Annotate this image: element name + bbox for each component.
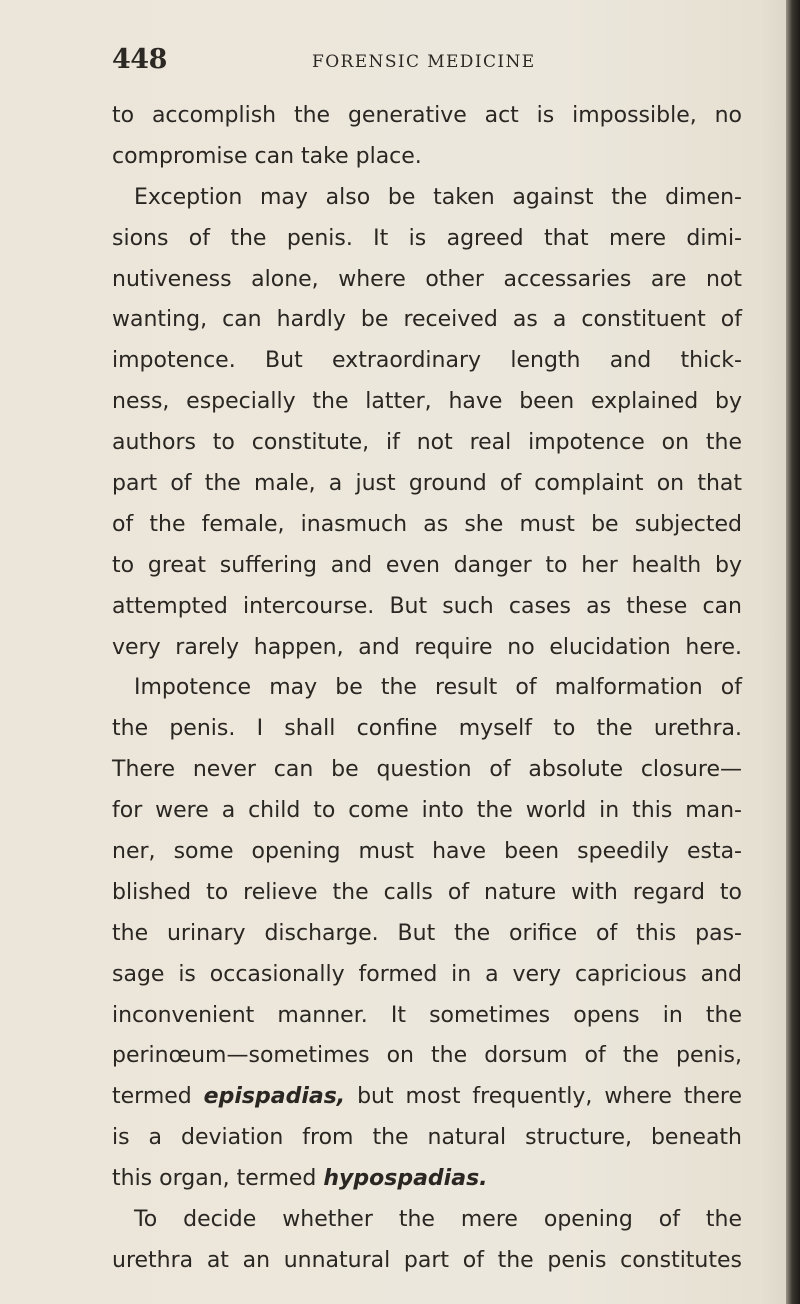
text-line: to accomplish the generative act is impossible, no — [112, 103, 742, 128]
text-line: Exception may also be taken against the dimen- — [134, 184, 742, 210]
running-head: FORENSIC MEDICINE — [312, 52, 536, 72]
text-line: Impotence may be the result of malformation of — [134, 675, 742, 701]
text-line: for were a child to come into the world in this man- — [112, 798, 742, 824]
text-segment: termed — [112, 1084, 204, 1110]
page-number: 448 — [112, 44, 167, 75]
text-line: the penis. I shall confine myself to the urethra. — [112, 716, 742, 742]
text-line: There never can be question of absolute closure— — [112, 757, 742, 783]
text-line: sage is occasionally formed in a very capricious and — [112, 961, 742, 987]
page-header — [112, 44, 752, 84]
text-line: attempted intercourse. But such cases as these can — [112, 593, 742, 619]
text-line: blished to relieve the calls of nature with regard to — [112, 879, 742, 905]
text-line: To decide whether the mere opening of the — [134, 1207, 742, 1233]
body-text — [112, 96, 742, 1282]
text-line: wanting, can hardly be received as a constituent of — [112, 307, 742, 333]
text-line: part of the male, a just ground of complaint on that — [112, 471, 742, 497]
text-line: inconvenient manner. It sometimes opens in the — [112, 1002, 742, 1028]
text-line: ner, some opening must have been speedily esta- — [112, 839, 742, 865]
text-line: to great suffering and even danger to her health by — [112, 552, 742, 578]
text-line: impotence. But extraordinary length and thick- — [112, 348, 742, 374]
text-line: perinœum—sometimes on the dorsum of the penis, — [112, 1043, 742, 1069]
text-line: very rarely happen, and require no elucidation here. — [112, 634, 742, 660]
text-line: urethra at an unnatural part of the penis constitutes — [112, 1247, 742, 1273]
text-line: the urinary discharge. But the orifice of this pas- — [112, 920, 742, 946]
book-binding-edge — [786, 0, 800, 1304]
text-line: authors to constitute, if not real impotence on the — [112, 430, 742, 456]
text-line: nutiveness alone, where other accessaries are not — [112, 266, 742, 292]
text-segment: this organ, termed — [112, 1166, 324, 1192]
term-hypospadias: hypospadias. — [323, 1166, 488, 1192]
text-line: is a deviation from the natural structure, beneath — [112, 1125, 742, 1151]
text-line — [112, 1159, 742, 1200]
text-segment: but most frequently, where there — [345, 1084, 742, 1110]
text-line: sions of the penis. It is agreed that mere dimi- — [112, 225, 742, 251]
term-epispadias: epispadias, — [203, 1084, 346, 1110]
text-line: compromise can take place. — [112, 143, 422, 169]
text-line: ness, especially the latter, have been explained by — [112, 389, 742, 415]
text-line: of the female, inasmuch as she must be subjected — [112, 511, 742, 537]
text-line — [112, 1077, 742, 1118]
